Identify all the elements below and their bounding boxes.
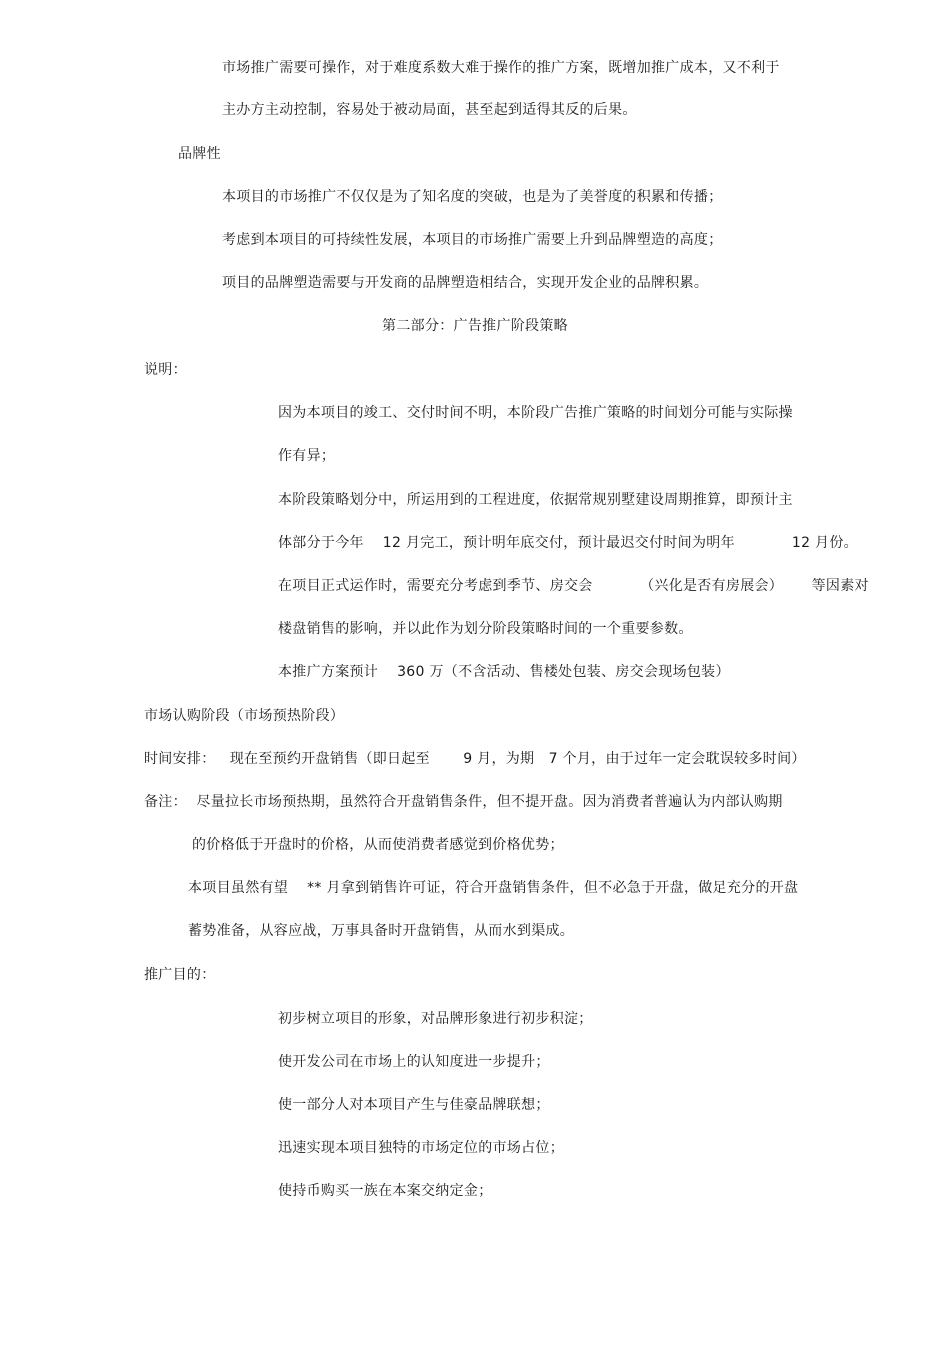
remark-line: 的价格低于开盘时的价格，从而使消费者感觉到价格优势； — [192, 837, 564, 853]
paragraph-line: 本推广方案预计 360 万（不含活动、售楼处包装、房交会现场包装） — [278, 664, 730, 680]
paragraph-line: 项目的品牌塑造需要与开发商的品牌塑造相结合，实现开发企业的品牌积累。 — [222, 275, 709, 291]
remark-line: 备注： 尽量拉长市场预热期，虽然符合开盘销售条件，但不提开盘。因为消费者普遍认为内部认购期 — [144, 794, 783, 810]
note-label: 说明： — [144, 362, 187, 378]
remark-line: 蓄势准备，从容应战，万事具备时开盘销售，从而水到渠成。 — [188, 923, 575, 939]
paragraph-line: 在项目正式运作时，需要充分考虑到季节、房交会 （兴化是否有房展会） 等因素对 — [278, 578, 869, 594]
remark-line: 本项目虽然有望 ** 月拿到销售许可证，符合开盘销售条件，但不必急于开盘，做足充分的开盘 — [188, 880, 799, 896]
schedule-line: 时间安排： 现在至预约开盘销售（即日起至 9 月，为期 7 个月，由于过年一定会耽误较多时间） — [144, 751, 806, 767]
paragraph-line: 主办方主动控制，容易处于被动局面，甚至起到适得其反的后果。 — [222, 102, 637, 118]
paragraph-line: 本项目的市场推广不仅仅是为了知名度的突破，也是为了美誉度的积累和传播； — [222, 189, 723, 205]
section-heading: 品牌性 — [178, 146, 221, 162]
list-item: 迅速实现本项目独特的市场定位的市场占位； — [278, 1140, 564, 1156]
page-title: 第二部分：广告推广阶段策略 — [382, 318, 568, 334]
paragraph-line: 本阶段策略划分中，所运用到的工程进度，依据常规别墅建设周期推算，即预计主 — [278, 492, 793, 508]
paragraph-line: 楼盘销售的影响，并以此作为划分阶段策略时间的一个重要参数。 — [278, 621, 693, 637]
list-item: 初步树立项目的形象，对品牌形象进行初步积淀； — [278, 1011, 593, 1027]
stage-heading: 市场认购阶段（市场预热阶段） — [144, 708, 345, 724]
paragraph-line: 市场推广需要可操作，对于难度系数大难于操作的推广方案，既增加推广成本，又不利于 — [222, 60, 780, 76]
goal-label: 推广目的： — [144, 967, 216, 983]
list-item: 使开发公司在市场上的认知度进一步提升； — [278, 1054, 550, 1070]
list-item: 使持币购买一族在本案交纳定金； — [278, 1183, 493, 1199]
paragraph-line: 因为本项目的竣工、交付时间不明，本阶段广告推广策略的时间划分可能与实际操 — [278, 405, 793, 421]
list-item: 使一部分人对本项目产生与佳豪品牌联想； — [278, 1097, 550, 1113]
paragraph-line: 作有异； — [278, 448, 336, 464]
paragraph-line: 体部分于今年 12 月完工，预计明年底交付，预计最迟交付时间为明年 12 月份。 — [278, 535, 858, 551]
paragraph-line: 考虑到本项目的可持续性发展，本项目的市场推广需要上升到品牌塑造的高度； — [222, 232, 723, 248]
